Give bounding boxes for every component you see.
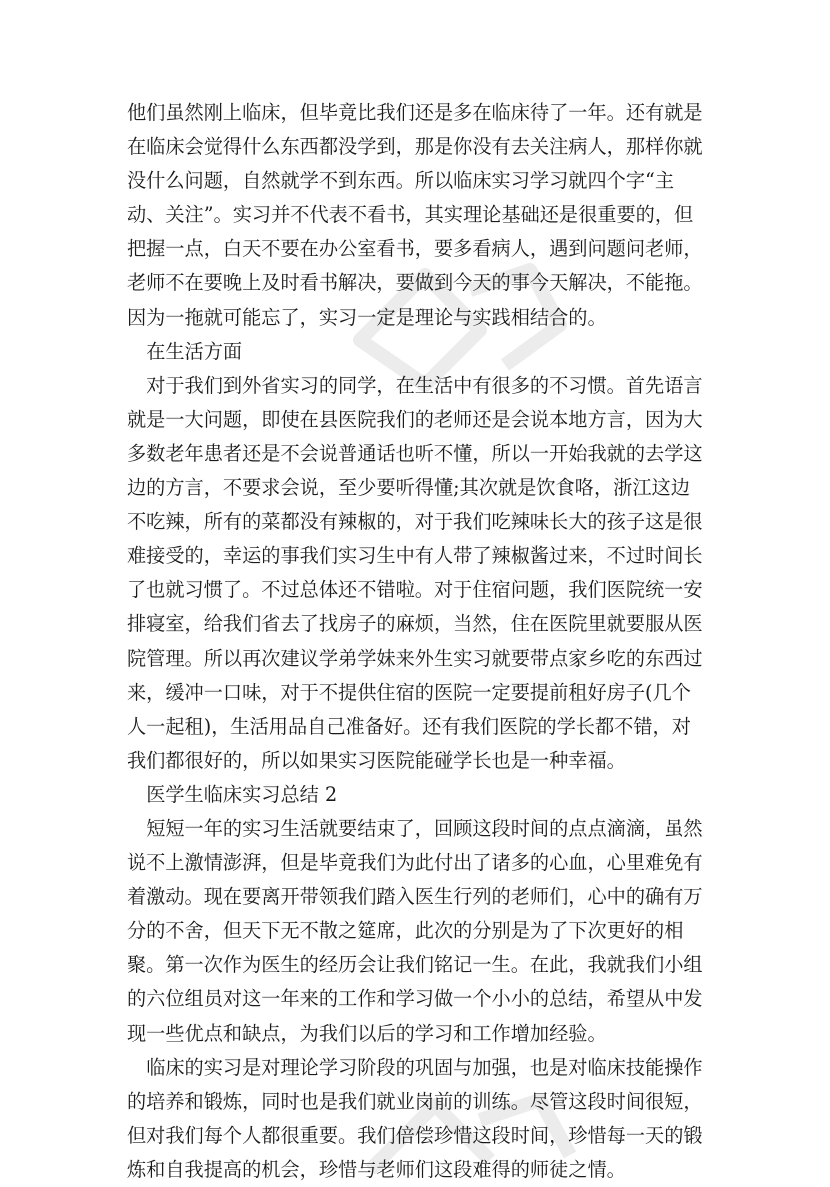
paragraph-internship-ending: 短短一年的实习生活就要结束了，回顾这段时间的点点滴滴，虽然说不上激情澎湃，但是毕竟我们为此付出了诸多的心血，心里难免有着激动。现在要离开带领我们踏入医生行列的老师们，心中的确有万分的不舍，但天下无不散之筵席，此次的分别是为了下次更好的相聚。第一次作为医生的经历会让我们铭记一生。在此，我就我们小组的六位组员对这一年来的工作和学习做一个小小的总结，希望从中发现一些优点和缺点，为我们以后的学习和工作增加经验。 — [127, 816, 703, 1045]
paragraph-clinical-study: 他们虽然刚上临床，但毕竟比我们还是多在临床待了一年。还有就是在临床会觉得什么东西都没学到，那是你没有去关注病人，那样你就没什么问题，自然就学不到东西。所以临床实习学习就四个字“主动、关注”。实习并不代表不看书，其实理论基础还是很重要的，但把握一点，白天不要在办公室看书，要多看病人，遇到问题问老师，老师不在要晚上及时看书解决，要做到今天的事今天解决，不能拖。因为一拖就可能忘了，实习一定是理论与实践相结合的。 — [127, 101, 703, 329]
heading-life-aspect: 在生活方面 — [146, 339, 243, 363]
document-body — [127, 96, 703, 1187]
heading-summary-2: 医学生临床实习总结 2 — [146, 782, 338, 806]
paragraph-life-out-of-province: 对于我们到外省实习的同学，在生活中有很多的不习惯。首先语言就是一大问题，即使在县医院我们的老师还是会说本地方言，因为大多数老年患者还是不会说普通话也听不懂，所以一开始我就的去学这边的方言，不要求会说，至少要听得懂;其次就是饮食咯，浙江这边不吃辣，所有的菜都没有辣椒的，对于我们吃辣味长大的孩子这是很难接受的，幸运的事我们实习生中有人带了辣椒酱过来，不过时间长了也就习惯了。不过总体还不错啦。对于住宿问题，我们医院统一安排寝室，给我们省去了找房子的麻烦，当然，住在医院里就要服从医院管理。所以再次建议学弟学妹来外生实习就要带点家乡吃的东西过来，缓冲一口味，对于不提供住宿的医院一定要提前租好房子(几个人一起租)，生活用品自己准备好。还有我们医院的学长都不错，对我们都很好的，所以如果实习医院能碰学长也是一种幸福。 — [127, 373, 703, 772]
paragraph-clinical-training: 临床的实习是对理论学习阶段的巩固与加强，也是对临床技能操作的培养和锻炼，同时也是我们就业岗前的训练。尽管这段时间很短，但对我们每个人都很重要。我们倍偿珍惜这段时间，珍惜每一天的锻炼和自我提高的机会，珍惜与老师们这段难得的师徒之情。 — [127, 1055, 703, 1181]
